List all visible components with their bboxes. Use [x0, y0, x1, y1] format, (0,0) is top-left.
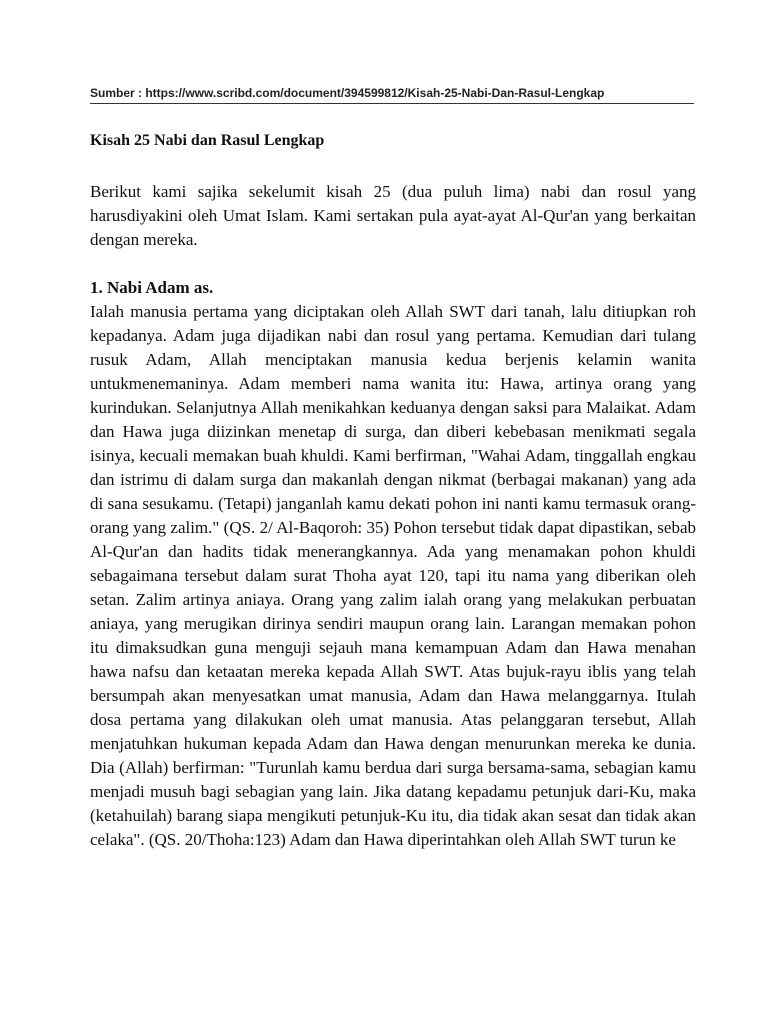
section-heading: 1. Nabi Adam as.	[90, 278, 214, 297]
intro-paragraph: Berikut kami sajika sekelumit kisah 25 (dua puluh lima) nabi dan rosul yang harusdiyakini oleh Umat Islam. Kami sertakan pula ayat-ayat Al-Qur'an yang berkaitan dengan mereka.	[90, 182, 696, 249]
source-citation: Sumber : https://www.scribd.com/document/394599812/Kisah-25-Nabi-Dan-Rasul-Lengkap	[90, 86, 605, 100]
header-divider	[90, 103, 694, 104]
document-title: Kisah 25 Nabi dan Rasul Lengkap	[90, 132, 325, 149]
section-body: Ialah manusia pertama yang diciptakan oleh Allah SWT dari tanah, lalu ditiupkan roh kepadanya. Adam juga dijadikan nabi dan rosul yang pertama. Kemudian dari tulang rusuk Adam, Allah menciptakan manusia kedua berjenis kelamin wanita untukmenemaninya. Adam memberi nama wanita itu: Hawa, artinya orang yang kurindukan. Selanjutnya Allah menikahkan keduanya dengan saksi para Malaikat. Adam dan Hawa juga diizinkan menetap di surga, dan diberi kebebasan menikmati segala isinya, kecuali memakan buah khuldi. Kami berfirman, "Wahai Adam, tinggallah engkau dan istrimu di dalam surga dan makanlah dengan nikmat (berbagai makanan) yang ada di sana sesukamu. (Tetapi) janganlah kamu dekati pohon ini nanti kamu termasuk orang-orang yang zalim." (QS. 2/ Al-Baqoroh: 35) Pohon tersebut tidak dapat dipastikan, sebab Al-Qur'an dan hadits tidak menerangkannya. Ada yang menamakan pohon khuldi sebagaimana tersebut dalam surat Thoha ayat 120, tapi itu nama yang diberikan oleh setan. Zalim artinya aniaya. Orang yang zalim ialah orang yang melakukan perbuatan aniaya, yang merugikan dirinya sendiri maupun orang lain. Larangan memakan pohon itu dimaksudkan guna menguji sejauh mana kemampuan Adam dan Hawa menahan hawa nafsu dan ketaatan mereka kepada Allah SWT. Atas bujuk-rayu iblis yang telah bersumpah akan menyesatkan umat manusia, Adam dan Hawa melanggarnya. Itulah dosa pertama yang dilakukan oleh umat manusia. Atas pelanggaran tersebut, Allah menjatuhkan hukuman kepada Adam dan Hawa dengan menurunkan mereka ke dunia. Dia (Allah) berfirman: "Turunlah kamu berdua dari surga bersama-sama, sebagian kamu menjadi musuh bagi sebagian yang lain. Jika datang kepadamu petunjuk dari-Ku, maka (ketahuilah) barang siapa mengikuti petunjuk-Ku itu, dia tidak akan sesat dan tidak akan celaka". (QS. 20/Thoha:123) Adam dan Hawa diperintahkan oleh Allah SWT turun ke	[90, 302, 696, 849]
